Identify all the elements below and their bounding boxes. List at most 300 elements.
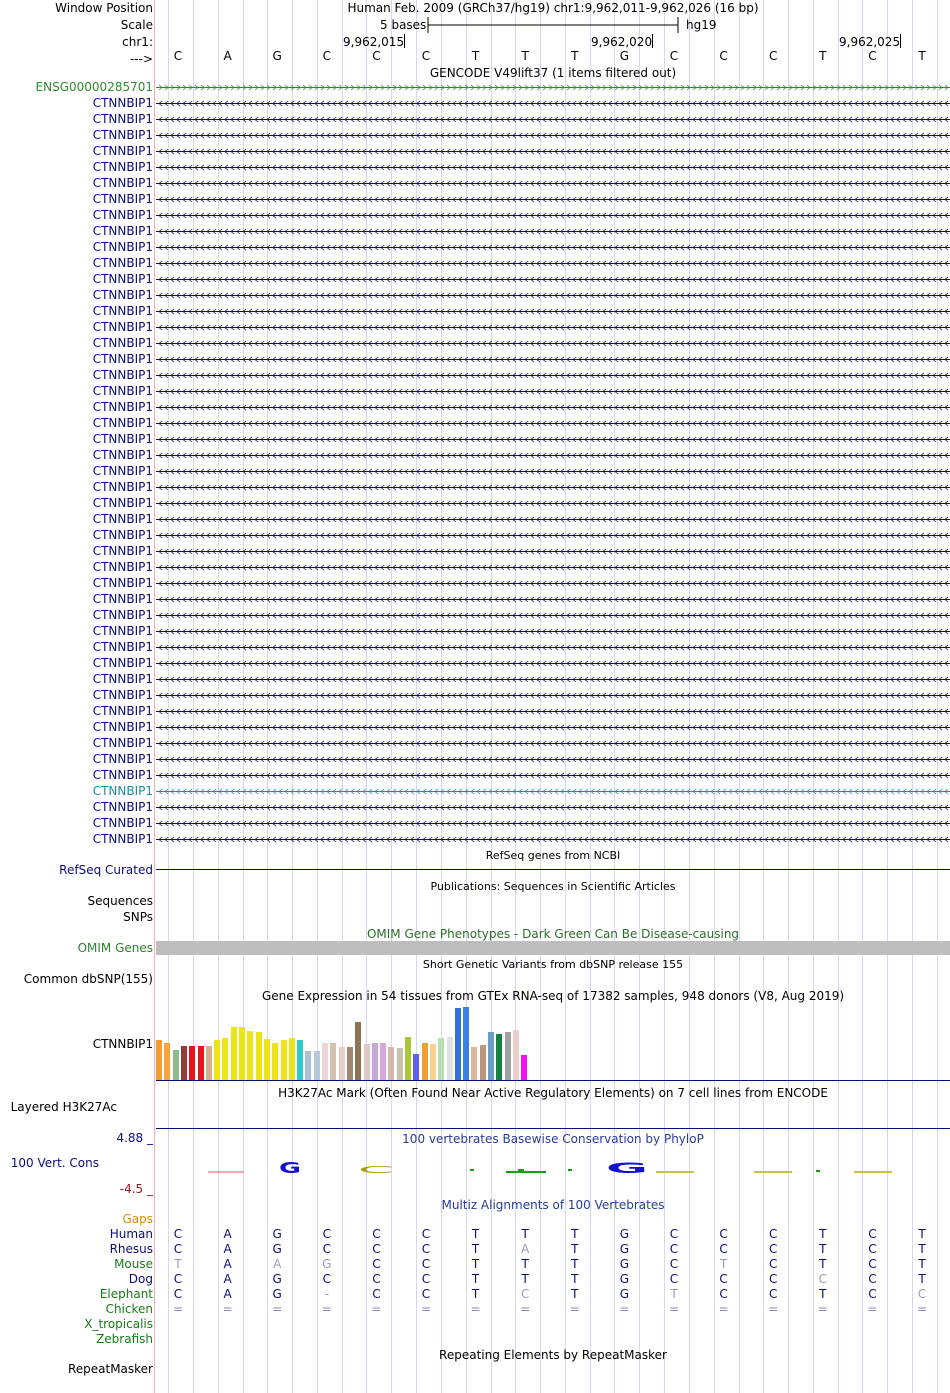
alignment-base: C — [372, 1287, 381, 1301]
reference-base: T — [471, 49, 480, 63]
reference-base: G — [619, 49, 630, 63]
phylop-track-title: 100 vertebrates Basewise Conservation by PhyloP — [402, 1132, 704, 1146]
gene-row-ctnnbip1[interactable] — [156, 675, 950, 684]
gene-row-ctnnbip1[interactable] — [156, 115, 950, 124]
gene-label-ctnnbip1[interactable]: CTNNBIP1 — [92, 176, 153, 190]
gene-row-ctnnbip1[interactable] — [156, 467, 950, 476]
gene-row-ctnnbip1[interactable] — [156, 387, 950, 396]
gene-label-ctnnbip1[interactable]: CTNNBIP1 — [92, 608, 153, 622]
gene-label-ctnnbip1[interactable]: CTNNBIP1 — [92, 256, 153, 270]
window-position-label: Window Position — [55, 1, 153, 15]
gtex-tissue-bar[interactable] — [438, 1038, 444, 1080]
gtex-tissue-bar[interactable] — [272, 1043, 278, 1080]
alignment-base: C — [322, 1272, 331, 1286]
h3k27ac-track-title: H3K27Ac Mark (Often Found Near Active Regulatory Elements) on 7 cell lines from ENCODE — [278, 1086, 828, 1100]
alignment-base: A — [223, 1227, 232, 1241]
gtex-tissue-bar[interactable] — [264, 1039, 270, 1080]
alignment-base: C — [669, 1257, 679, 1271]
gtex-tissue-bar[interactable] — [256, 1032, 262, 1080]
alignment-base: = — [817, 1302, 828, 1316]
gtex-tissue-bar[interactable] — [430, 1044, 436, 1080]
gene-label-ctnnbip1[interactable]: CTNNBIP1 — [92, 496, 153, 510]
alignment-base: = — [272, 1302, 283, 1316]
species-label: Elephant — [99, 1287, 153, 1301]
gene-label-ctnnbip1[interactable]: CTNNBIP1 — [92, 528, 153, 542]
gtex-tissue-bar[interactable] — [505, 1032, 511, 1080]
gene-label-ctnnbip1[interactable]: CTNNBIP1 — [92, 288, 153, 302]
alignment-base: C — [173, 1272, 183, 1286]
gencode-track-title: GENCODE V49lift37 (1 items filtered out) — [429, 66, 677, 80]
alignment-base: C — [669, 1272, 679, 1286]
gene-row-ctnnbip1[interactable] — [156, 691, 950, 700]
alignment-base: C — [520, 1287, 530, 1301]
gene-row-ctnnbip1[interactable] — [156, 627, 950, 636]
alignment-base: C — [421, 1257, 431, 1271]
alignment-base: C — [421, 1242, 431, 1256]
multiz-track-title: Multiz Alignments of 100 Vertebrates — [441, 1198, 665, 1212]
gtex-track-label[interactable]: CTNNBIP1 — [92, 1037, 153, 1051]
alignment-base: T — [819, 1257, 827, 1271]
gene-row-ctnnbip1[interactable] — [156, 227, 950, 236]
gene-label-ctnnbip1[interactable]: CTNNBIP1 — [92, 384, 153, 398]
ruler-tick-1 — [404, 34, 405, 48]
alignment-base: C — [372, 1272, 381, 1286]
reference-base: C — [322, 49, 331, 63]
alignment-base: T — [918, 1272, 926, 1286]
reference-base: A — [223, 49, 232, 63]
snps-track-label[interactable]: SNPs — [123, 910, 153, 924]
gene-label-ctnnbip1[interactable]: CTNNBIP1 — [92, 432, 153, 446]
phylop-ymin: -4.5 _ — [119, 1182, 153, 1196]
alignment-base: C — [768, 1257, 778, 1271]
phylop-track-label[interactable]: 100 Vert. Cons — [10, 1156, 99, 1170]
gene-label-ctnnbip1[interactable]: CTNNBIP1 — [92, 320, 153, 334]
gtex-tissue-bar[interactable] — [347, 1047, 353, 1080]
gene-row-ctnnbip1[interactable] — [156, 499, 950, 508]
alignment-base: A — [223, 1287, 232, 1301]
gtex-tissue-bar[interactable] — [305, 1051, 311, 1080]
alignment-base: T — [918, 1242, 926, 1256]
gtex-tissue-bar[interactable] — [405, 1037, 411, 1080]
gtex-tissue-bar[interactable] — [521, 1055, 527, 1080]
gtex-tissue-bar[interactable] — [181, 1046, 187, 1080]
alignment-base: - — [324, 1287, 329, 1301]
alignment-base: G — [272, 1242, 282, 1256]
gtex-tissue-bar[interactable] — [164, 1043, 170, 1080]
alignment-base: A — [521, 1242, 530, 1256]
alignment-base: C — [917, 1287, 927, 1301]
gene-row-ctnnbip1[interactable] — [156, 611, 950, 620]
gene-label-ctnnbip1[interactable]: CTNNBIP1 — [92, 96, 153, 110]
alignment-base: = — [520, 1302, 531, 1316]
gene-label-ctnnbip1[interactable]: CTNNBIP1 — [92, 768, 153, 782]
gene-label-ctnnbip1[interactable]: CTNNBIP1 — [92, 352, 153, 366]
alignment-base: T — [521, 1227, 529, 1241]
gene-row-ctnnbip1[interactable] — [156, 707, 950, 716]
gene-row-ctnnbip1[interactable] — [156, 307, 950, 316]
alignment-base: C — [173, 1242, 183, 1256]
reference-base: G — [272, 49, 282, 63]
alignment-base: C — [768, 1287, 778, 1301]
track-labels-column — [0, 0, 153, 1393]
alignment-base: C — [719, 1242, 728, 1256]
omim-track-title: OMIM Gene Phenotypes - Dark Green Can Be Disease-causing — [366, 927, 740, 941]
gtex-tissue-bar[interactable] — [463, 1007, 469, 1080]
alignment-base: T — [571, 1257, 579, 1271]
repeatmasker-track-title: Repeating Elements by RepeatMasker — [439, 1348, 667, 1362]
gene-row-ctnnbip1[interactable] — [156, 195, 950, 204]
gtex-tissue-bar[interactable] — [413, 1054, 419, 1080]
refseq-track-title: RefSeq genes from NCBI — [485, 849, 621, 862]
reference-base: C — [768, 49, 778, 63]
gene-label-ctnnbip1[interactable]: CTNNBIP1 — [92, 208, 153, 222]
gene-label-ensg[interactable]: ENSG00000285701 — [35, 80, 153, 94]
gene-label-ctnnbip1[interactable]: CTNNBIP1 — [92, 640, 153, 654]
gtex-tissue-bar[interactable] — [247, 1031, 253, 1080]
alignment-base: T — [471, 1287, 480, 1301]
h3k27ac-baseline — [156, 1128, 950, 1129]
gtex-tissue-bar[interactable] — [355, 1022, 361, 1080]
alignment-base: C — [421, 1287, 431, 1301]
gene-label-ctnnbip1[interactable]: CTNNBIP1 — [92, 128, 153, 142]
gene-label-ctnnbip1[interactable]: CTNNBIP1 — [92, 784, 153, 798]
gtex-tissue-bar[interactable] — [322, 1043, 328, 1080]
gene-label-ctnnbip1[interactable]: CTNNBIP1 — [92, 656, 153, 670]
alignment-base: T — [670, 1287, 678, 1301]
gene-label-ctnnbip1[interactable]: CTNNBIP1 — [92, 464, 153, 478]
alignment-base: T — [819, 1242, 827, 1256]
gtex-tissue-bar[interactable] — [214, 1040, 220, 1080]
species-label: Rhesus — [109, 1242, 153, 1256]
gtex-tissue-bar[interactable] — [422, 1043, 428, 1080]
alignment-base: C — [768, 1242, 778, 1256]
alignment-base: T — [521, 1257, 529, 1271]
gene-row-ctnnbip1[interactable] — [156, 563, 950, 572]
gene-label-ctnnbip1[interactable]: CTNNBIP1 — [92, 576, 153, 590]
gene-row-ctnnbip1[interactable] — [156, 163, 950, 172]
gene-row-ctnnbip1[interactable] — [156, 131, 950, 140]
gene-label-ctnnbip1[interactable]: CTNNBIP1 — [92, 704, 153, 718]
alignment-base: C — [868, 1287, 877, 1301]
gene-row-ctnnbip1[interactable] — [156, 275, 950, 284]
alignment-base: C — [372, 1227, 381, 1241]
sequences-track-label[interactable]: Sequences — [87, 894, 153, 908]
db-label: hg19 — [686, 18, 717, 32]
gene-row-ctnnbip1[interactable] — [156, 755, 950, 764]
refseq-track-label[interactable]: RefSeq Curated — [59, 863, 153, 877]
alignment-base: T — [918, 1257, 926, 1271]
gene-label-ctnnbip1[interactable]: CTNNBIP1 — [92, 416, 153, 430]
gene-row-ctnnbip1[interactable] — [156, 451, 950, 460]
alignment-base: T — [571, 1272, 579, 1286]
alignment-base: G — [272, 1287, 282, 1301]
gtex-tissue-bar[interactable] — [372, 1043, 378, 1080]
gene-label-ctnnbip1[interactable]: CTNNBIP1 — [92, 720, 153, 734]
gtex-tissue-bar[interactable] — [388, 1047, 394, 1080]
gene-label-ctnnbip1[interactable]: CTNNBIP1 — [92, 672, 153, 686]
dbsnp-track-title: Short Genetic Variants from dbSNP release 155 — [422, 958, 684, 971]
alignment-base: C — [421, 1227, 431, 1241]
alignment-base: G — [272, 1227, 282, 1241]
phylop-logo[interactable] — [156, 1152, 950, 1182]
gaps-label: Gaps — [122, 1212, 153, 1226]
gtex-tissue-bar[interactable] — [206, 1046, 212, 1080]
phylop-ymax: 4.88 _ — [116, 1131, 153, 1145]
reference-base: C — [669, 49, 679, 63]
gtex-tissue-bar[interactable] — [496, 1034, 502, 1080]
gtex-tissue-bar[interactable] — [447, 1037, 453, 1080]
gene-row-ctnnbip1[interactable] — [156, 515, 950, 524]
gene-label-ctnnbip1[interactable]: CTNNBIP1 — [92, 832, 153, 846]
alignment-base: = — [668, 1302, 680, 1316]
gene-row-ctnnbip1[interactable] — [156, 211, 950, 220]
gene-label-ctnnbip1[interactable]: CTNNBIP1 — [92, 448, 153, 462]
gene-row-ctnnbip1[interactable] — [156, 803, 950, 812]
alignment-base: T — [571, 1242, 579, 1256]
alignment-base: = — [619, 1302, 630, 1316]
alignment-base: G — [272, 1272, 282, 1286]
alignment-base: C — [669, 1227, 679, 1241]
strand-label: ---> — [129, 52, 153, 66]
alignment-base: T — [819, 1287, 827, 1301]
reference-base: T — [571, 49, 579, 63]
alignment-base: = — [371, 1302, 382, 1316]
alignment-base: T — [819, 1227, 827, 1241]
alignment-base: A — [223, 1272, 232, 1286]
ruler-position-2: 9,962,020 — [591, 35, 653, 49]
gtex-tissue-bar[interactable] — [380, 1043, 386, 1080]
alignment-base: C — [421, 1272, 431, 1286]
gene-row-ctnnbip1[interactable] — [156, 147, 950, 156]
alignment-base: G — [619, 1257, 630, 1271]
species-label: Dog — [128, 1272, 153, 1286]
alignment-base: = — [916, 1302, 928, 1316]
alignment-base: C — [719, 1272, 728, 1286]
species-label: Human — [109, 1227, 153, 1241]
h3k27ac-track-label[interactable]: Layered H3K27Ac — [10, 1100, 117, 1114]
gtex-tissue-bar[interactable] — [397, 1048, 403, 1080]
alignment-base: C — [768, 1227, 778, 1241]
alignment-base: G — [619, 1227, 630, 1241]
reference-base: T — [918, 49, 926, 63]
alignment-base: C — [372, 1257, 381, 1271]
gene-label-ctnnbip1[interactable]: CTNNBIP1 — [92, 512, 153, 526]
gene-row-ctnnbip1[interactable] — [156, 243, 950, 252]
alignment-base: = — [420, 1302, 432, 1316]
gene-row-ctnnbip1[interactable] — [156, 595, 950, 604]
gene-row-ctnnbip1[interactable] — [156, 739, 950, 748]
assembly-position-text: Human Feb. 2009 (GRCh37/hg19) chr1:9,962,011-9,962,026 (16 bp) — [347, 1, 759, 15]
gene-row-ctnnbip1[interactable] — [156, 579, 950, 588]
alignment-base: C — [322, 1227, 331, 1241]
gene-label-ctnnbip1[interactable]: CTNNBIP1 — [92, 272, 153, 286]
gene-row-ctnnbip1[interactable] — [156, 643, 950, 652]
species-label: X_tropicalis — [84, 1317, 153, 1331]
alignment-base: G — [619, 1272, 630, 1286]
alignment-base: C — [818, 1272, 827, 1286]
gene-row-ctnnbip1[interactable] — [156, 179, 950, 188]
alignment-base: C — [868, 1227, 877, 1241]
alignment-base: = — [569, 1302, 580, 1316]
gtex-bar-chart[interactable] — [156, 1003, 950, 1080]
alignment-base: T — [471, 1272, 480, 1286]
phylop-glyph-g: G — [279, 1159, 301, 1177]
gene-label-ctnnbip1[interactable]: CTNNBIP1 — [92, 368, 153, 382]
gene-row-ctnnbip1[interactable] — [156, 547, 950, 556]
alignment-base: C — [719, 1287, 728, 1301]
gtex-tissue-bar[interactable] — [189, 1046, 195, 1080]
gtex-tissue-bar[interactable] — [222, 1038, 228, 1080]
gene-row-ctnnbip1[interactable] — [156, 371, 950, 380]
gene-row-ctnnbip1[interactable] — [156, 259, 950, 268]
reference-base: C — [173, 49, 183, 63]
alignment-base: = — [867, 1302, 878, 1316]
scale-label: Scale — [120, 18, 153, 32]
omim-gene-bar[interactable] — [156, 941, 950, 955]
gene-label-ctnnbip1[interactable]: CTNNBIP1 — [92, 192, 153, 206]
gene-label-ctnnbip1[interactable]: CTNNBIP1 — [92, 144, 153, 158]
ruler-tick-3 — [900, 34, 901, 48]
alignment-base: A — [273, 1257, 282, 1271]
gene-row-ctnnbip1[interactable] — [156, 419, 950, 428]
gene-label-ctnnbip1[interactable]: CTNNBIP1 — [92, 400, 153, 414]
species-label: Mouse — [114, 1257, 153, 1271]
gtex-tissue-bar[interactable] — [297, 1040, 303, 1080]
scale-bar-text: 5 bases — [380, 18, 427, 32]
gtex-tissue-bar[interactable] — [330, 1043, 336, 1080]
gtex-tissue-bar[interactable] — [231, 1027, 237, 1080]
alignment-base: C — [669, 1242, 679, 1256]
gene-row-ctnnbip1[interactable] — [156, 99, 950, 108]
gene-row-ctnnbip1[interactable] — [156, 787, 950, 796]
gene-label-ctnnbip1[interactable]: CTNNBIP1 — [92, 224, 153, 238]
gene-row-ctnnbip1[interactable] — [156, 435, 950, 444]
gtex-track-title: Gene Expression in 54 tissues from GTEx RNA-seq of 17382 samples, 948 donors (V8, Aug 2019) — [261, 989, 845, 1003]
alignment-base: C — [372, 1242, 381, 1256]
gene-label-ctnnbip1[interactable]: CTNNBIP1 — [92, 112, 153, 126]
gtex-baseline — [156, 1080, 950, 1081]
refseq-line[interactable] — [156, 869, 950, 870]
reference-base: C — [372, 49, 381, 63]
alignment-base: T — [571, 1287, 579, 1301]
label-divider — [154, 0, 155, 1393]
gtex-tissue-bar[interactable] — [513, 1030, 519, 1080]
ruler-tick-2 — [652, 34, 653, 48]
gtex-tissue-bar[interactable] — [488, 1032, 494, 1080]
alignment-base: C — [868, 1257, 877, 1271]
gene-label-ctnnbip1[interactable]: CTNNBIP1 — [92, 752, 153, 766]
alignment-base: C — [719, 1227, 728, 1241]
gtex-tissue-bar[interactable] — [173, 1050, 179, 1080]
gene-row-ctnnbip1[interactable] — [156, 531, 950, 540]
gene-row-ctnnbip1[interactable] — [156, 835, 950, 844]
scale-bar — [426, 16, 680, 34]
gtex-tissue-bar[interactable] — [314, 1051, 320, 1080]
gtex-tissue-bar[interactable] — [455, 1008, 461, 1080]
alignment-base: G — [322, 1257, 332, 1271]
gene-row-ctnnbip1[interactable] — [156, 659, 950, 668]
omim-track-label[interactable]: OMIM Genes — [77, 941, 153, 955]
gene-row-ensg[interactable] — [156, 83, 950, 92]
gene-label-ctnnbip1[interactable]: CTNNBIP1 — [92, 304, 153, 318]
gene-label-ctnnbip1[interactable]: CTNNBIP1 — [92, 688, 153, 702]
alignment-base: = — [222, 1302, 233, 1316]
dbsnp-track-label[interactable]: Common dbSNP(155) — [23, 972, 153, 986]
alignment-base: G — [619, 1287, 630, 1301]
gene-row-ctnnbip1[interactable] — [156, 339, 950, 348]
gtex-tissue-bar[interactable] — [339, 1047, 345, 1080]
gene-row-ctnnbip1[interactable] — [156, 355, 950, 364]
alignment-base: = — [172, 1302, 184, 1316]
gene-label-ctnnbip1[interactable]: CTNNBIP1 — [92, 336, 153, 350]
gtex-tissue-bar[interactable] — [289, 1038, 295, 1080]
gtex-tissue-bar[interactable] — [364, 1044, 370, 1080]
alignment-base: C — [322, 1242, 331, 1256]
alignment-base: C — [173, 1287, 183, 1301]
gene-label-ctnnbip1[interactable]: CTNNBIP1 — [92, 592, 153, 606]
alignment-base: T — [521, 1272, 529, 1286]
gtex-tissue-bar[interactable] — [281, 1040, 287, 1080]
gene-row-ctnnbip1[interactable] — [156, 323, 950, 332]
gene-label-ctnnbip1[interactable]: CTNNBIP1 — [92, 560, 153, 574]
alignment-base: T — [719, 1257, 728, 1271]
species-label: Chicken — [105, 1302, 153, 1316]
alignment-base: G — [619, 1242, 630, 1256]
svg-text:C: C — [358, 1165, 395, 1176]
gene-row-ctnnbip1[interactable] — [156, 483, 950, 492]
gene-row-ctnnbip1[interactable] — [156, 291, 950, 300]
alignment-base: T — [571, 1227, 579, 1241]
gene-label-ctnnbip1[interactable]: CTNNBIP1 — [92, 480, 153, 494]
reference-base: T — [521, 49, 529, 63]
reference-base: C — [868, 49, 877, 63]
gtex-tissue-bar[interactable] — [239, 1027, 245, 1080]
gtex-tissue-bar[interactable] — [480, 1045, 486, 1080]
gene-label-ctnnbip1[interactable]: CTNNBIP1 — [92, 816, 153, 830]
alignment-base: = — [321, 1302, 332, 1316]
gtex-tissue-bar[interactable] — [198, 1046, 204, 1080]
gene-row-ctnnbip1[interactable] — [156, 403, 950, 412]
alignment-base: C — [868, 1242, 877, 1256]
alignment-base: T — [471, 1242, 480, 1256]
gene-label-ctnnbip1[interactable]: CTNNBIP1 — [92, 160, 153, 174]
gene-row-ctnnbip1[interactable] — [156, 819, 950, 828]
reference-base: T — [819, 49, 827, 63]
ruler-position-1: 9,962,015 — [343, 35, 405, 49]
alignment-base: T — [471, 1227, 480, 1241]
svg-text:G: G — [606, 1161, 648, 1177]
alignment-base: A — [223, 1242, 232, 1256]
gtex-tissue-bar[interactable] — [471, 1047, 477, 1080]
alignment-base: = — [718, 1302, 729, 1316]
gene-label-ctnnbip1[interactable]: CTNNBIP1 — [92, 624, 153, 638]
gene-label-ctnnbip1[interactable]: CTNNBIP1 — [92, 736, 153, 750]
gene-label-ctnnbip1[interactable]: CTNNBIP1 — [92, 240, 153, 254]
alignment-base: = — [768, 1302, 779, 1316]
gene-label-ctnnbip1[interactable]: CTNNBIP1 — [92, 544, 153, 558]
publications-track-title: Publications: Sequences in Scientific Articles — [430, 880, 676, 893]
alignment-base: C — [868, 1272, 877, 1286]
alignment-base: A — [223, 1257, 232, 1271]
gene-row-ctnnbip1[interactable] — [156, 723, 950, 732]
genome-browser-image[interactable] — [156, 0, 950, 1393]
repeatmasker-track-label[interactable]: RepeatMasker — [67, 1362, 153, 1376]
gene-label-ctnnbip1[interactable]: CTNNBIP1 — [92, 800, 153, 814]
gtex-tissue-bar[interactable] — [156, 1040, 162, 1080]
gene-row-ctnnbip1[interactable] — [156, 771, 950, 780]
alignment-base: T — [174, 1257, 182, 1271]
alignment-base: T — [918, 1227, 926, 1241]
